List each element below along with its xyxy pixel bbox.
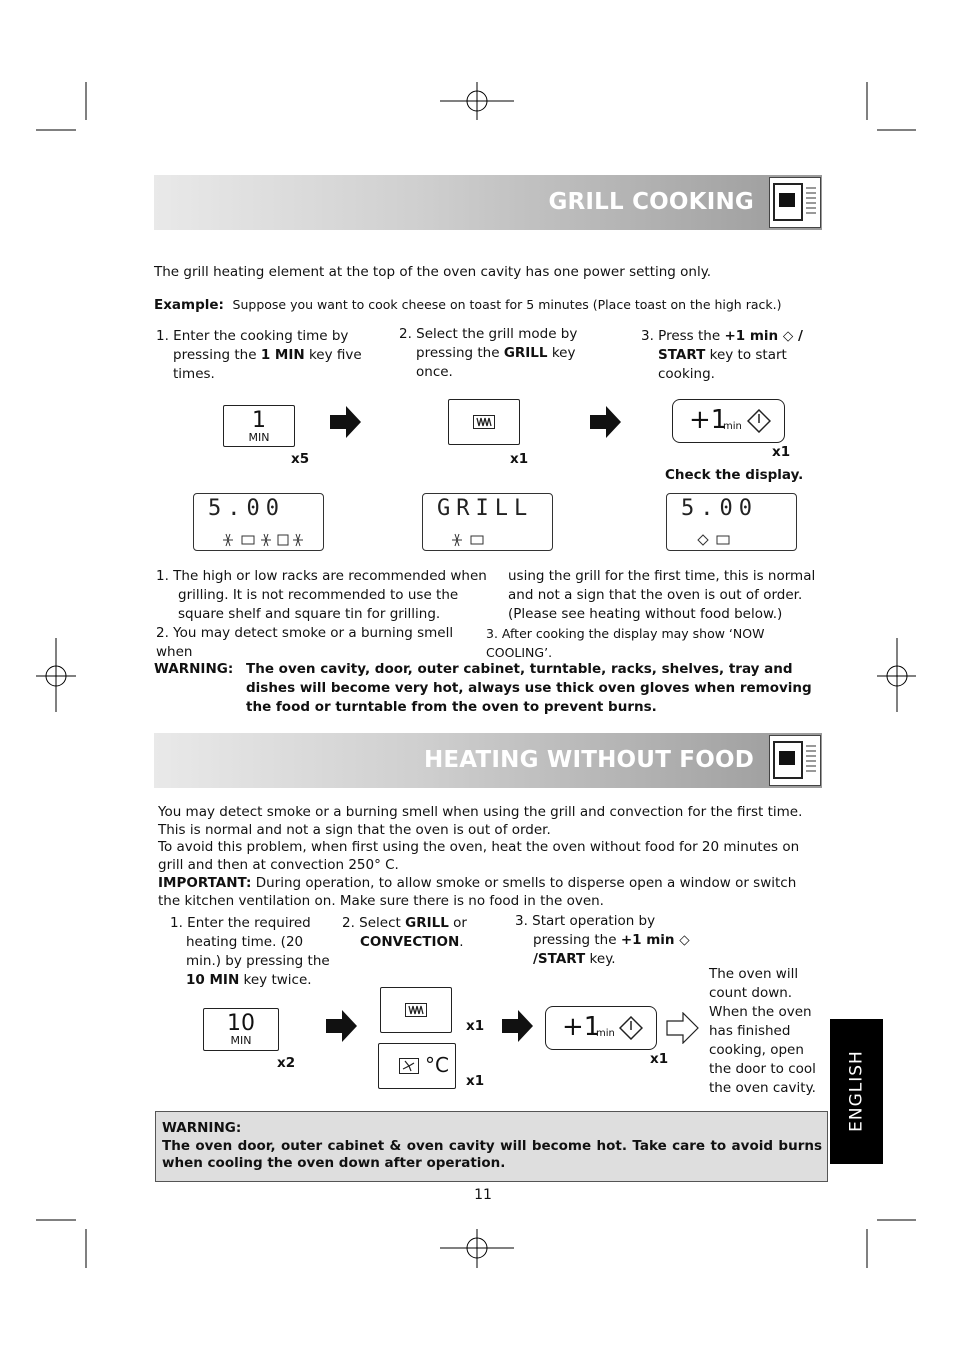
grill-intro: The grill heating element at the top of the oven cavity has one power setting only. [154, 264, 712, 280]
heating-warning-label: WARNING: [162, 1120, 242, 1136]
example-text: Suppose you want to cook cheese on toast for 5 minutes (Place toast on the high rack.) [232, 297, 782, 312]
heating-without-food-banner [154, 733, 822, 788]
plus-one-min-start-key[interactable] [672, 399, 785, 443]
heating-important: IMPORTANT: During operation, to allow smoke or smells to disperse open a window or switch the kitchen ventilation on. Make sure there is no food in the oven. [158, 875, 797, 909]
language-label: ENGLISH [846, 1050, 867, 1132]
key-count: x5 [291, 451, 310, 467]
grill-warning-label: WARNING: [154, 661, 234, 677]
arrow-right-icon [502, 1010, 534, 1042]
lcd-display-1 [193, 493, 324, 551]
key-plus: +1 [689, 405, 728, 435]
grill-cooking-banner [154, 175, 822, 230]
page-number: 11 [474, 1187, 492, 1203]
one-min-key[interactable] [223, 405, 295, 447]
plus-one-min-start-key[interactable] [545, 1006, 657, 1050]
start-icon [747, 409, 771, 433]
grill-example [154, 295, 854, 315]
microwave-icon [769, 177, 821, 228]
countdown-text: The oven will count down. When the oven has finished cooking, open the door to cool the oven cavity. [709, 966, 816, 1096]
start-icon [619, 1016, 643, 1040]
heating-paragraph-2: To avoid this problem, when first using the oven, heat the oven without food for 20 minutes on grill and then at convection 250° C. [158, 839, 800, 873]
section-title: GRILL COOKING [548, 189, 754, 215]
key-count: x1 [650, 1051, 669, 1067]
grill-step-2: 2. Select the grill mode by pressing the GRILL key once. [399, 326, 578, 380]
heating-step-3: 3. Start operation by pressing the +1 min ◇ /START key. [515, 913, 690, 967]
key-unit: MIN [248, 431, 270, 444]
heating-warning-text: The oven door, outer cabinet & oven cavity will become hot. Take care to avoid burns when cooling the oven down after operation. [162, 1138, 822, 1171]
check-display: Check the display. [665, 467, 804, 483]
lcd-display-2 [422, 493, 553, 551]
grill-note-2: 2. You may detect smoke or a burning smell when [156, 625, 454, 660]
example-label: Example: [154, 297, 224, 313]
key-count: x1 [772, 444, 791, 460]
key-count: x1 [510, 451, 529, 467]
heating-paragraph-1: You may detect smoke or a burning smell when using the grill and convection for the first time. This is normal and not a sign that the oven is out of order. [158, 804, 803, 838]
lcd-text: 5.00 [208, 496, 285, 521]
grill-note-3: 3. After cooking the display may show ‘NOW COOLING’. [486, 626, 765, 660]
arrow-right-icon [330, 406, 362, 438]
grill-note-1: 1. The high or low racks are recommended when grilling. It is not recommended to use the square shelf and square tin for grilling. [156, 568, 487, 622]
heating-warning-box [155, 1111, 828, 1182]
lcd-indicator-icons [222, 532, 312, 548]
grill-step-1: 1. Enter the cooking time by pressing the 1 MIN key five times. [156, 328, 362, 382]
key-number: 1 [252, 408, 266, 433]
grill-key[interactable] [448, 399, 520, 445]
key-count: x1 [466, 1073, 485, 1089]
grill-warning-text: The oven cavity, door, outer cabinet, turntable, racks, shelves, tray and dishes will become very hot, always use thick oven gloves when removing the food or turntable from the oven to prevent burns. [246, 661, 812, 715]
arrow-right-icon [326, 1010, 358, 1042]
grill-icon [473, 415, 495, 429]
key-count: x1 [466, 1018, 485, 1034]
section-title: HEATING WITHOUT FOOD [423, 747, 754, 773]
lcd-text: 5.00 [681, 496, 758, 521]
key-count: x2 [277, 1055, 296, 1071]
heating-step-1: 1. Enter the required heating time. (20 min.) by pressing the 10 MIN key twice. [170, 915, 330, 988]
key-number: 10 [227, 1011, 255, 1036]
arrow-right-icon [590, 406, 622, 438]
lcd-indicator-icons [451, 532, 491, 548]
ten-min-key[interactable] [203, 1008, 279, 1051]
key-unit: min [596, 1028, 615, 1039]
outline-arrow-right-icon [666, 1012, 700, 1044]
convection-fan-icon [399, 1058, 419, 1074]
convection-key[interactable] [378, 1043, 456, 1089]
lcd-text: GRILL [437, 496, 534, 521]
grill-step-3: 3. Press the +1 min ◇ / START key to start cooking. [641, 328, 803, 382]
celsius-unit: °C [425, 1053, 449, 1077]
key-unit: MIN [230, 1034, 252, 1047]
heating-step-2: 2. Select GRILL or CONVECTION. [342, 915, 467, 950]
lcd-indicator-icons [697, 534, 737, 548]
microwave-icon [769, 735, 821, 786]
key-unit: min [723, 421, 742, 432]
grill-note-2-cont: using the grill for the first time, this is normal and not a sign that the oven is out of order. (Please see heating without food below.) [508, 568, 816, 622]
grill-key[interactable] [380, 987, 452, 1033]
grill-icon [405, 1003, 427, 1017]
key-plus: +1 [562, 1012, 601, 1042]
language-side-tab [830, 1019, 883, 1164]
lcd-display-3 [666, 493, 797, 551]
